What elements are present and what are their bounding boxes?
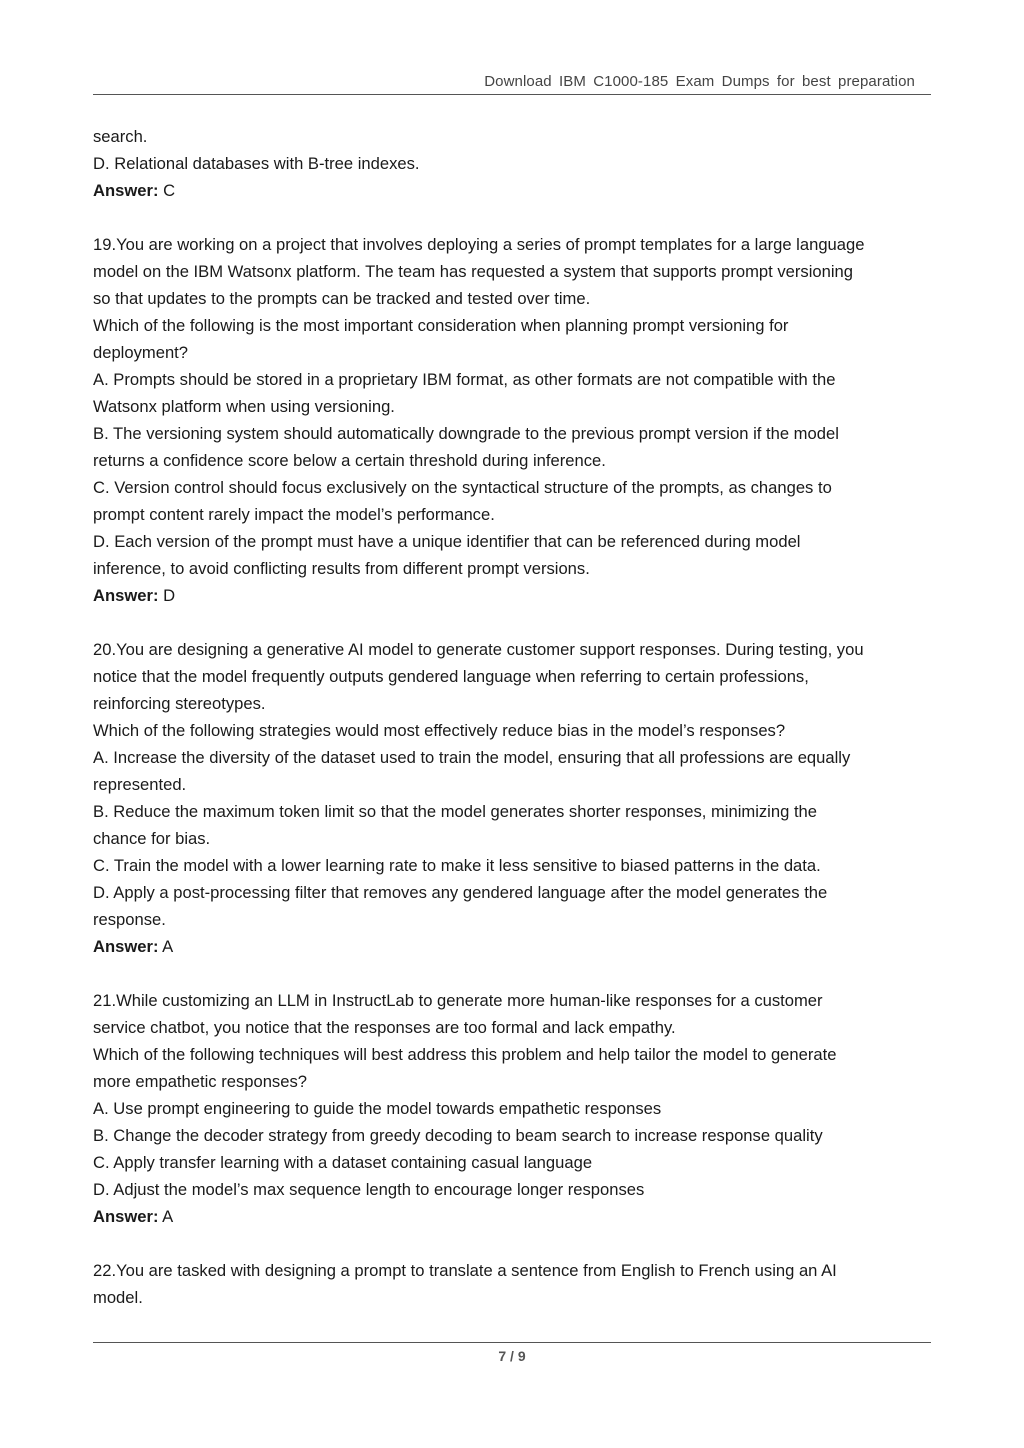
spacer [93, 1230, 938, 1257]
question-line: 22.You are tasked with designing a prompt to translate a sentence from English to French using an AI [93, 1261, 837, 1280]
question-line: reinforcing stereotypes. [93, 694, 266, 713]
page-footer [93, 1342, 931, 1364]
question-line: search. [93, 127, 148, 146]
question-line: notice that the model frequently outputs gendered language when referring to certain professions, [93, 667, 809, 686]
option-line: D. Each version of the prompt must have a unique identifier that can be referenced during model [93, 532, 801, 551]
answer-value: A [162, 1207, 174, 1226]
question-line: more empathetic responses? [93, 1072, 307, 1091]
option-line: A. Increase the diversity of the dataset used to train the model, ensuring that all professions are equally [93, 748, 851, 767]
question-line: 21.While customizing an LLM in InstructLab to generate more human-like responses for a customer [93, 991, 823, 1010]
answer-label: Answer: [93, 181, 159, 200]
page-number: 7 / 9 [498, 1348, 526, 1364]
option-line: prompt content rarely impact the model’s performance. [93, 505, 495, 524]
question-line: service chatbot, you notice that the responses are too formal and lack empathy. [93, 1018, 676, 1037]
option-line: B. Reduce the maximum token limit so that the model generates shorter responses, minimizing the [93, 802, 818, 821]
question-line: 20.You are designing a generative AI model to generate customer support responses. During testing, you [93, 640, 864, 659]
option-line: D. Adjust the model’s max sequence length to encourage longer responses [93, 1180, 645, 1199]
spacer [93, 609, 938, 636]
question-line: model on the IBM Watsonx platform. The team has requested a system that supports prompt versioning [93, 262, 853, 281]
spacer [93, 960, 938, 987]
question-line: D. Relational databases with B-tree indexes. [93, 154, 420, 173]
answer-label: Answer: [93, 937, 159, 956]
question-line: Which of the following techniques will best address this problem and help tailor the model to generate [93, 1045, 837, 1064]
answer-label: Answer: [93, 1207, 159, 1226]
option-line: Watsonx platform when using versioning. [93, 397, 395, 416]
answer-line [93, 933, 938, 960]
option-line: chance for bias. [93, 829, 211, 848]
option-line: represented. [93, 775, 187, 794]
question-line: deployment? [93, 343, 189, 362]
question-line: 19.You are working on a project that involves deploying a series of prompt templates for a large language [93, 235, 865, 254]
option-line: C. Apply transfer learning with a dataset containing casual language [93, 1153, 593, 1172]
option-line: B. Change the decoder strategy from greedy decoding to beam search to increase response quality [93, 1126, 823, 1145]
option-line: returns a confidence score below a certain threshold during inference. [93, 451, 606, 470]
option-line: C. Version control should focus exclusively on the syntactical structure of the prompts, as changes to [93, 478, 832, 497]
question-19 [93, 231, 938, 609]
option-line: response. [93, 910, 166, 929]
question-21 [93, 987, 938, 1230]
option-line: C. Train the model with a lower learning rate to make it less sensitive to biased patterns in the data. [93, 856, 821, 875]
question-line: model. [93, 1288, 143, 1307]
question-20 [93, 636, 938, 960]
spacer [93, 204, 938, 231]
answer-line [93, 582, 938, 609]
option-line: A. Use prompt engineering to guide the model towards empathetic responses [93, 1099, 662, 1118]
answer-line [93, 177, 938, 204]
answer-value: D [163, 586, 176, 605]
header-text: Download IBM C1000-185 Exam Dumps for best preparation [484, 73, 915, 90]
question-line: so that updates to the prompts can be tracked and tested over time. [93, 289, 591, 308]
answer-value: A [162, 937, 174, 956]
question-18 [93, 123, 938, 204]
option-line: D. Apply a post-processing filter that removes any gendered language after the model generates the [93, 883, 828, 902]
question-line: Which of the following is the most important consideration when planning prompt versioning for [93, 316, 789, 335]
option-line: B. The versioning system should automatically downgrade to the previous prompt version if the model [93, 424, 839, 443]
question-line: Which of the following strategies would most effectively reduce bias in the model’s responses? [93, 721, 786, 740]
option-line: A. Prompts should be stored in a proprietary IBM format, as other formats are not compatible with the [93, 370, 836, 389]
answer-line [93, 1203, 938, 1230]
answer-label: Answer: [93, 586, 159, 605]
question-22 [93, 1257, 938, 1311]
option-line: inference, to avoid conflicting results from different prompt versions. [93, 559, 590, 578]
document-body [93, 123, 938, 1311]
answer-value: C [163, 181, 176, 200]
page-header [93, 72, 931, 95]
